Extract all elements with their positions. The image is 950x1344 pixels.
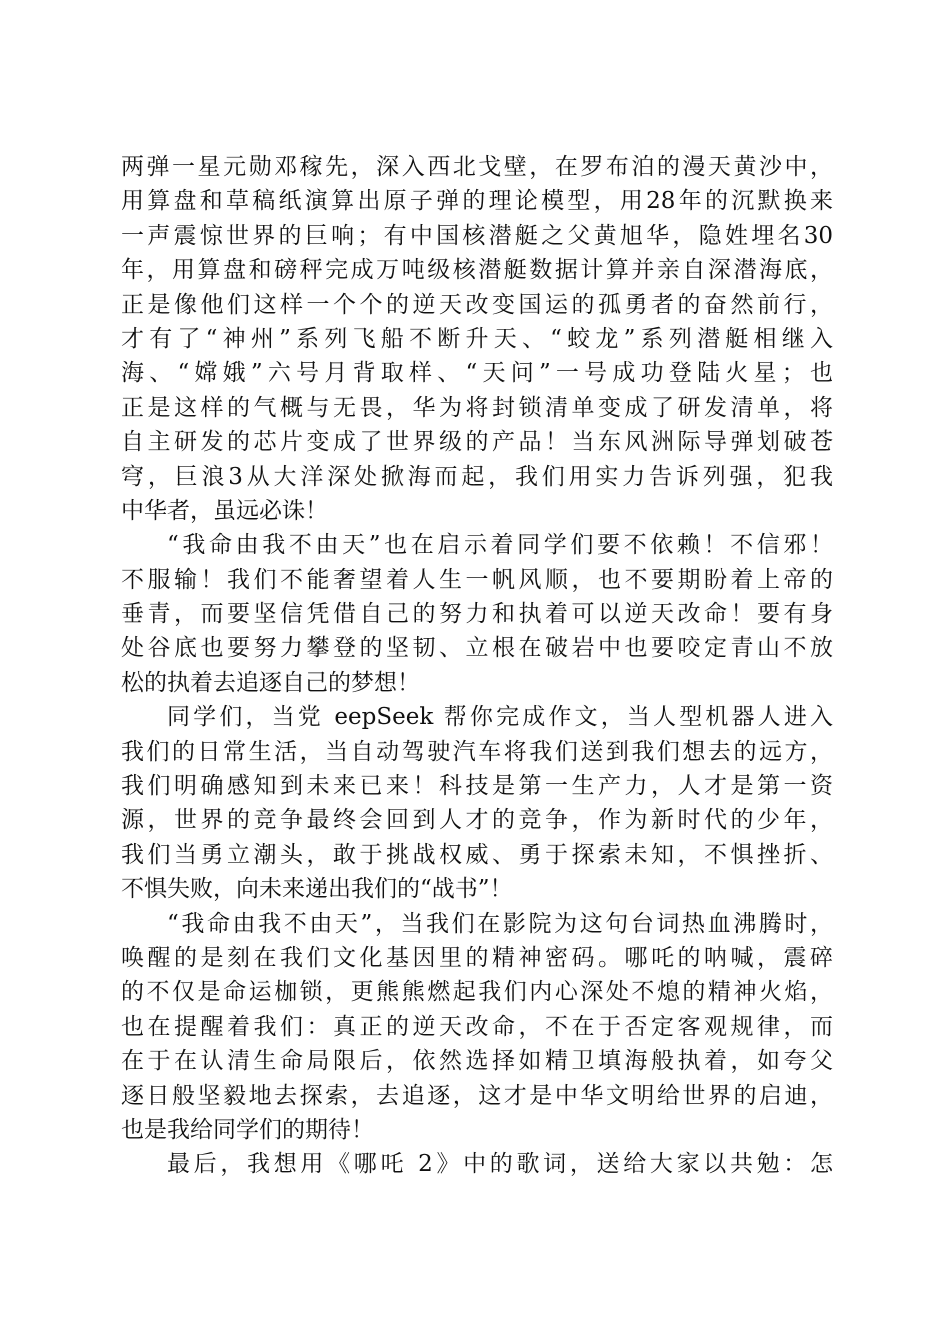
- text-line: “我命由我不由天”也在启示着同学们要不依赖！不信邪！: [167, 532, 833, 559]
- text-line: 用算盘和草稿纸演算出原子弹的理论模型，用28年的沉默换来: [121, 188, 833, 215]
- text-line: 不惧失败，向未来递出我们的“战书”！: [121, 876, 513, 903]
- paragraph-technology: [121, 700, 833, 906]
- text-line: 也在提醒着我们：真正的逆天改命，不在于否定客观规律，而: [121, 1013, 833, 1040]
- text-line: 不服输！我们不能奢望着人生一帆风顺，也不要期盼着上帝的: [121, 566, 833, 593]
- text-line: 松的执着去追逐自己的梦想！: [121, 669, 420, 696]
- text-line: 我们当勇立潮头，敢于挑战权威、勇于探索未知，不惧挫折、: [121, 841, 833, 868]
- text-line: 最后，我想用《哪吒 2》中的歌词，送给大家以共勉：怎: [167, 1151, 833, 1178]
- text-line: 的不仅是命运枷锁，更熊熊燃起我们内心深处不熄的精神火焰，: [121, 979, 833, 1006]
- text-line: 穹，巨浪3从大洋深处掀海而起，我们用实力告诉列强，犯我: [121, 463, 833, 490]
- text-line: 我们的日常生活，当自动驾驶汽车将我们送到我们想去的远方，: [121, 738, 833, 765]
- text-line: 在于在认清生命局限后，依然选择如精卫填海般执着，如夸父: [121, 1048, 833, 1075]
- text-line: 唤醒的是刻在我们文化基因里的精神密码。哪吒的呐喊，震碎: [121, 944, 833, 971]
- text-line: 自主研发的芯片变成了世界级的产品！当东风洲际导弹划破苍: [121, 429, 833, 456]
- text-line: 正是像他们这样一个个的逆天改变国运的孤勇者的奋然前行，: [121, 291, 833, 318]
- text-line: “我命由我不由天”，当我们在影院为这句台词热血沸腾时，: [167, 910, 833, 937]
- text-line: 一声震惊世界的巨响；有中国核潜艇之父黄旭华，隐姓埋名30: [121, 222, 833, 249]
- paragraph-inspiration: [121, 528, 833, 700]
- text-line: 我们明确感知到未来已来！科技是第一生产力，人才是第一资: [121, 773, 833, 800]
- paragraph-closing: [121, 1147, 833, 1181]
- body-text: [121, 150, 833, 1182]
- text-line: 中华者，虽远必诛！: [121, 497, 328, 524]
- text-line: 正是这样的气概与无畏，华为将封锁清单变成了研发清单，将: [121, 394, 833, 421]
- text-line: 才有了“神州”系列飞船不断升天、“蛟龙”系列潜艇相继入: [121, 325, 833, 352]
- paragraph-scientists: [121, 150, 833, 528]
- text-line: 垂青，而要坚信凭借自己的努力和执着可以逆天改命！要有身: [121, 601, 833, 628]
- text-line: 逐日般坚毅地去探索，去追逐，这才是中华文明给世界的启迪，: [121, 1082, 833, 1109]
- text-line: 海、“嫦娥”六号月背取样、“天问”一号成功登陆火星；也: [121, 360, 833, 387]
- paragraph-nezha: [121, 907, 833, 1148]
- text-line: 年，用算盘和磅秤完成万吨级核潜艇数据计算并亲自深潜海底，: [121, 257, 833, 284]
- text-line: 处谷底也要努力攀登的坚韧、立根在破岩中也要咬定青山不放: [121, 635, 833, 662]
- text-line: 同学们，当党 eepSeek 帮你完成作文，当人型机器人进入: [167, 704, 833, 731]
- text-line: 源，世界的竞争最终会回到人才的竞争，作为新时代的少年，: [121, 807, 833, 834]
- text-line: 两弹一星元勋邓稼先，深入西北戈壁，在罗布泊的漫天黄沙中，: [121, 154, 833, 180]
- text-line: 也是我给同学们的期待！: [121, 1116, 374, 1143]
